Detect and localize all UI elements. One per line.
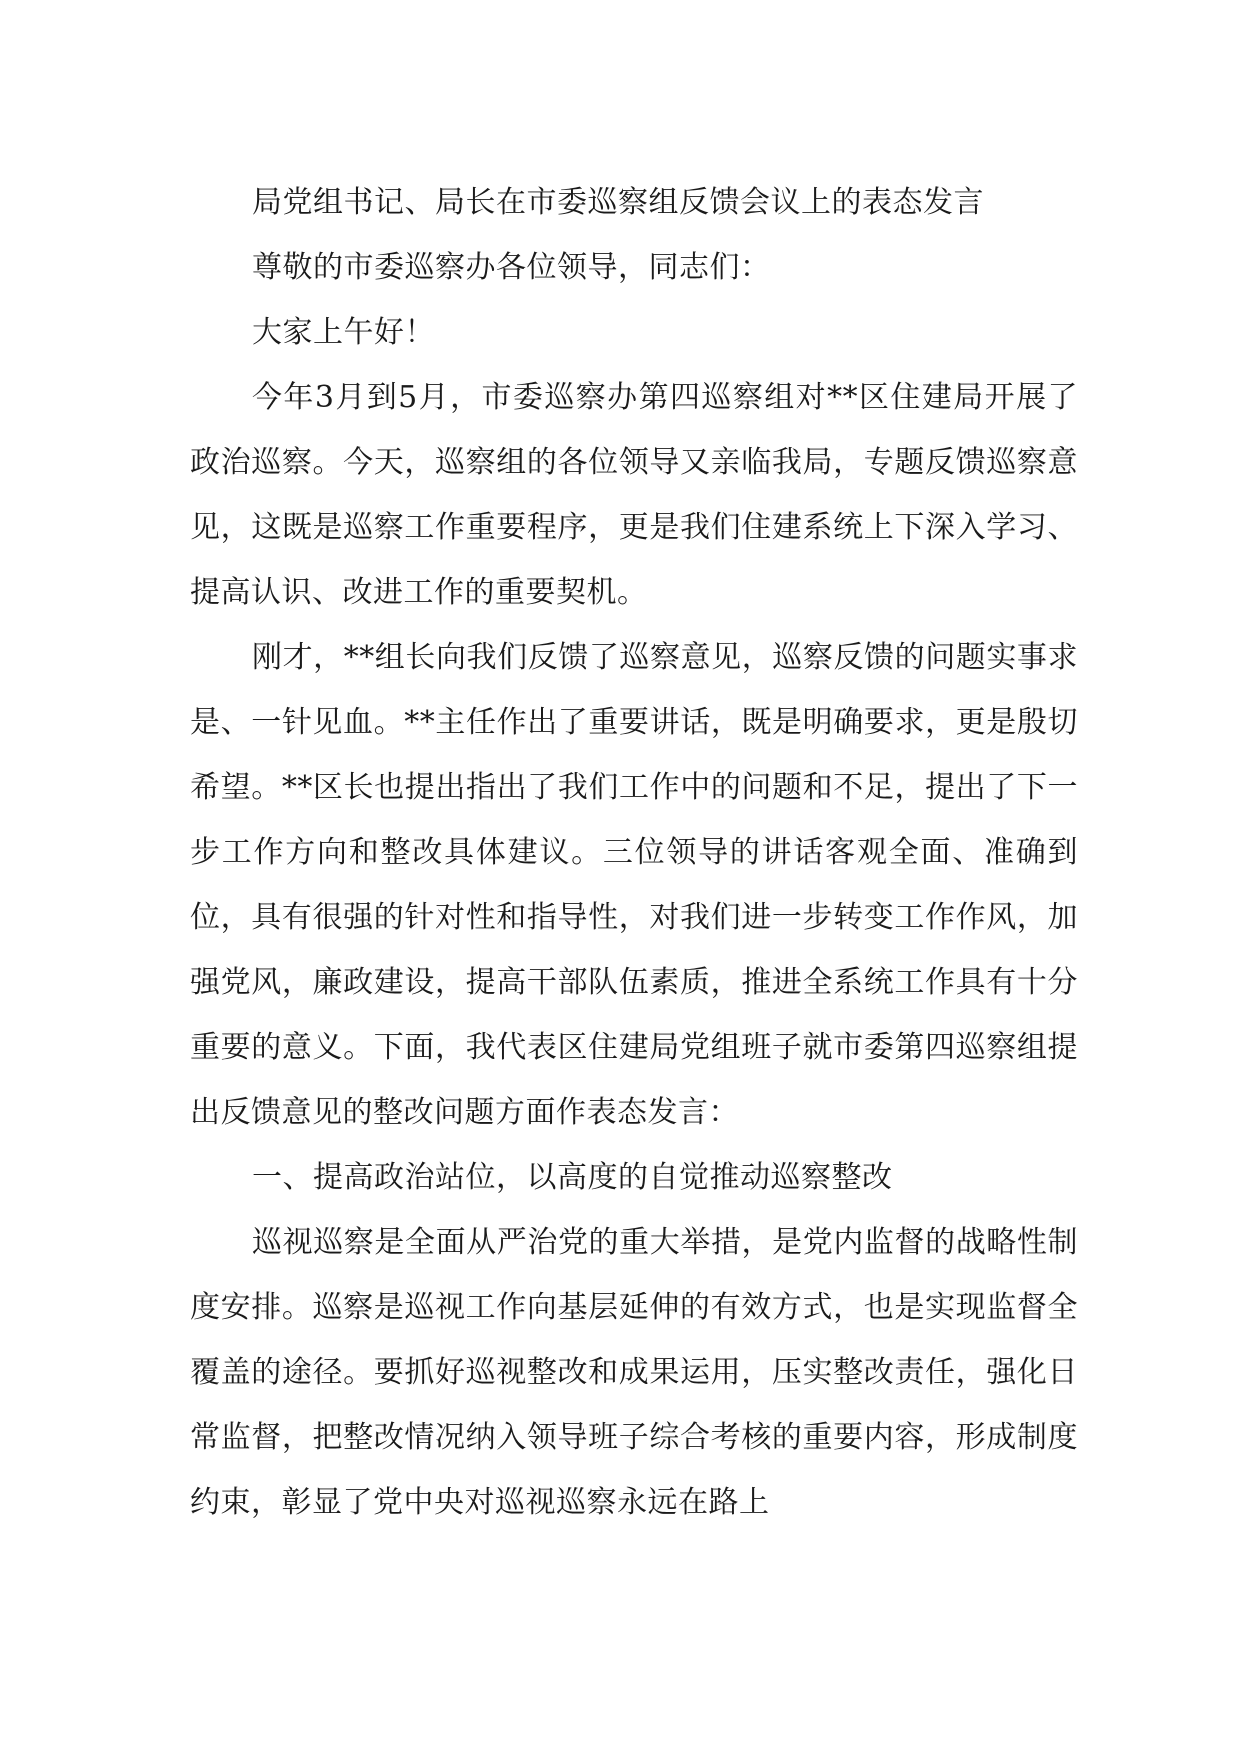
document-title: 局党组书记、局长在市委巡察组反馈会议上的表态发言 (252, 185, 984, 220)
document-body (190, 170, 1078, 1535)
greeting: 大家上午好！ (252, 315, 435, 350)
section-heading: 一、提高政治站位，以高度的自觉推动巡察整改 (252, 1160, 893, 1195)
paragraph-feedback: 刚才，**组长向我们反馈了巡察意见，巡察反馈的问题实事求是、一针见血。**主任作出了重要讲话，既是明确要求，更是殷切希望。**区长也提出指出了我们工作中的问题和不足，提出了下一步工作方向和整改具体建议。三位领导的讲话客观全面、准确到位，具有很强的针对性和指导性，对我们进一步转变工作作风，加强党风，廉政建设，提高干部队伍素质，推进全系统工作具有十分重要的意义。下面，我代表区住建局党组班子就市委第四巡察组提出反馈意见的整改问题方面作表态发言： (190, 640, 1078, 1130)
section-paragraph: 巡视巡察是全面从严治党的重大举措，是党内监督的战略性制度安排。巡察是巡视工作向基层延伸的有效方式，也是实现监督全覆盖的途径。要抓好巡视整改和成果运用，压实整改责任，强化日常监督，把整改情况纳入领导班子综合考核的重要内容，形成制度约束，彰显了党中央对巡视巡察永远在路上 (190, 1225, 1078, 1520)
paragraph-intro: 今年3月到5月，市委巡察办第四巡察组对**区住建局开展了政治巡察。今天，巡察组的各位领导又亲临我局，专题反馈巡察意见，这既是巡察工作重要程序，更是我们住建系统上下深入学习、提高认识、改进工作的重要契机。 (190, 380, 1078, 610)
salutation: 尊敬的市委巡察办各位领导，同志们： (252, 250, 771, 285)
